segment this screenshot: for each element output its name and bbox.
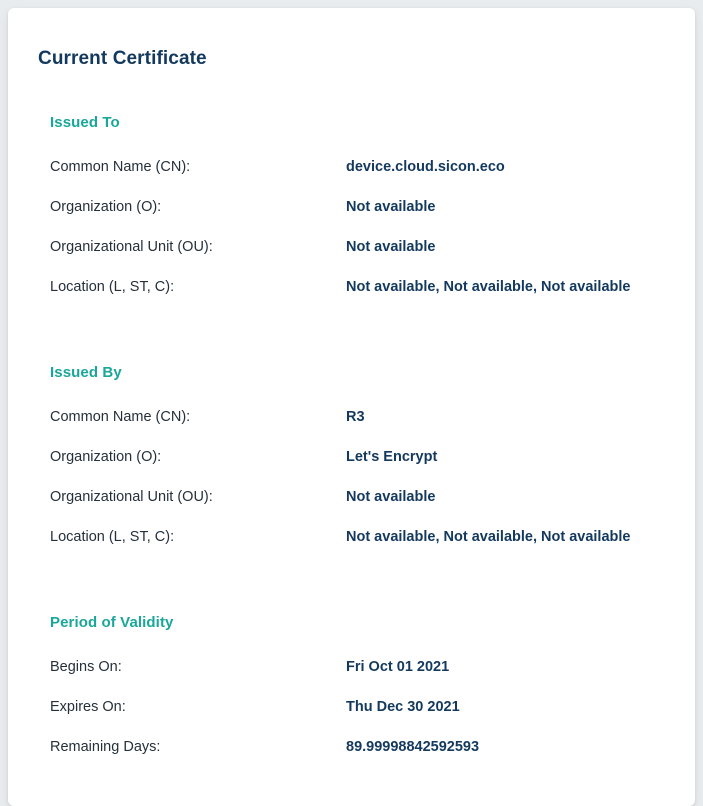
field-row	[50, 449, 677, 465]
field-value: R3	[346, 409, 365, 425]
field-row	[50, 699, 677, 715]
section-heading-issued-to: Issued To	[50, 114, 120, 131]
field-value: device.cloud.sicon.eco	[346, 159, 505, 175]
field-value: Not available	[346, 239, 436, 255]
field-value: 89.99998842592593	[346, 739, 480, 755]
field-row	[50, 279, 677, 295]
field-row	[50, 409, 677, 425]
field-label: Common Name (CN):	[50, 409, 191, 425]
field-label: Remaining Days:	[50, 739, 161, 755]
field-label: Organizational Unit (OU):	[50, 239, 213, 255]
field-list-period-of-validity	[50, 659, 677, 755]
section-issued-by	[50, 364, 677, 545]
field-label: Common Name (CN):	[50, 159, 191, 175]
field-row	[50, 239, 677, 255]
field-value: Not available, Not available, Not available	[346, 529, 631, 545]
field-value: Let's Encrypt	[346, 449, 438, 465]
field-value: Fri Oct 01 2021	[346, 659, 450, 675]
field-row	[50, 739, 677, 755]
section-heading-issued-by: Issued By	[50, 364, 122, 381]
field-value: Thu Dec 30 2021	[346, 699, 460, 715]
field-value: Not available	[346, 199, 436, 215]
field-label: Organization (O):	[50, 199, 162, 215]
field-row	[50, 199, 677, 215]
field-row	[50, 489, 677, 505]
field-label: Begins On:	[50, 659, 122, 675]
field-value: Not available	[346, 489, 436, 505]
field-row	[50, 529, 677, 545]
field-list-issued-by	[50, 409, 677, 545]
section-issued-to	[50, 114, 677, 295]
field-label: Location (L, ST, C):	[50, 279, 175, 295]
field-label: Organization (O):	[50, 449, 162, 465]
field-value: Not available, Not available, Not available	[346, 279, 631, 295]
certificate-card	[8, 8, 695, 806]
field-label: Location (L, ST, C):	[50, 529, 175, 545]
section-period-of-validity	[50, 614, 677, 755]
field-row	[50, 159, 677, 175]
section-heading-period-of-validity: Period of Validity	[50, 614, 174, 631]
field-list-issued-to	[50, 159, 677, 295]
field-row	[50, 659, 677, 675]
page-title: Current Certificate	[38, 48, 207, 69]
field-label: Expires On:	[50, 699, 126, 715]
field-label: Organizational Unit (OU):	[50, 489, 213, 505]
